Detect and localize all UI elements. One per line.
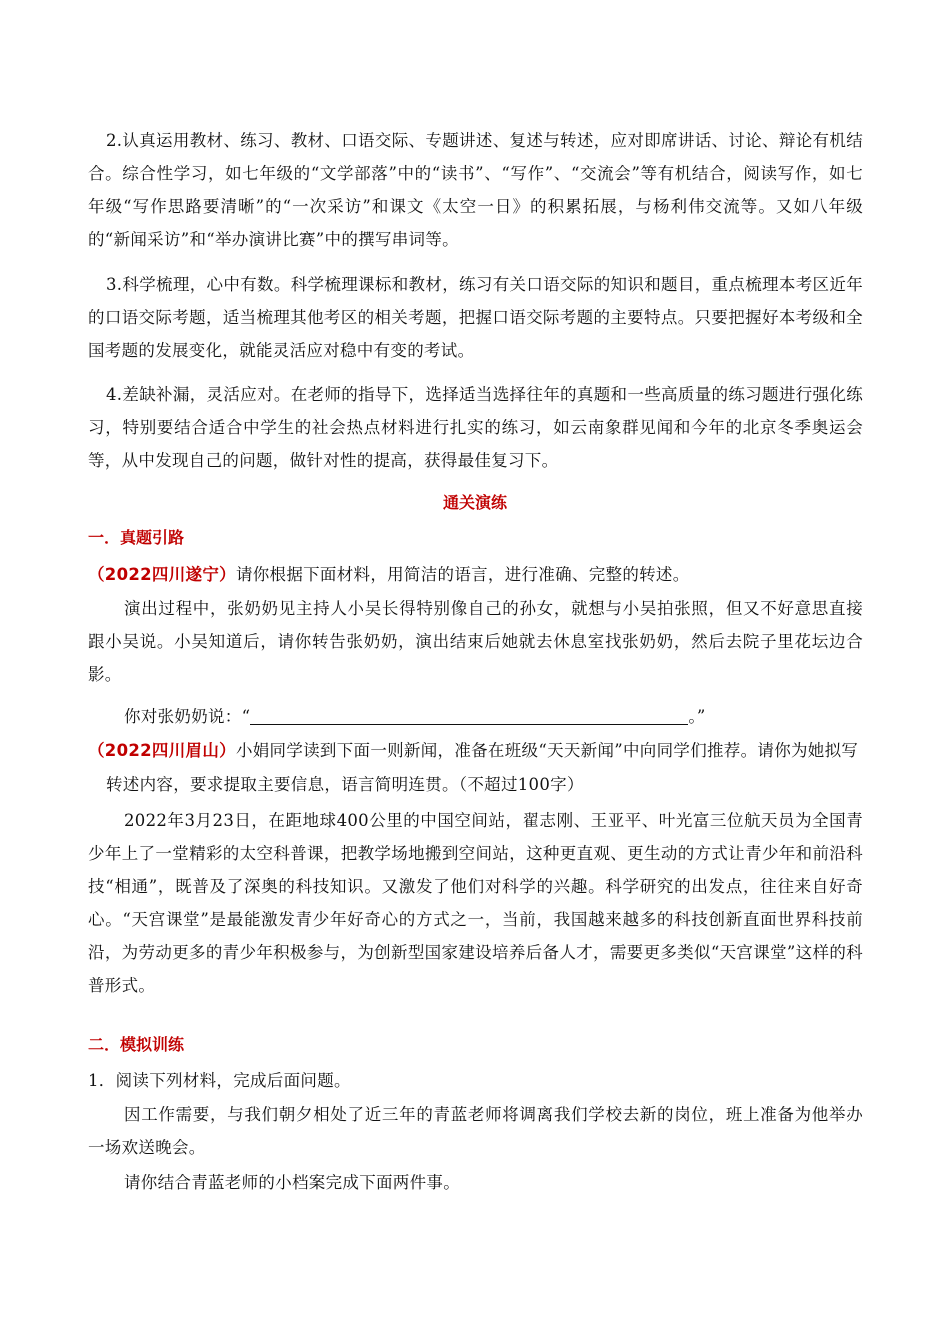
question-2-material: 2022年3月23日，在距地球400公里的中国空间站，翟志刚、王亚平、叶光富三位航天员为全国青少年上了一堂精彩的太空科普课，把教学场地搬到空间站，这种更直观、更生动的方式让青少年和前沿科技“相通”，既普及了深奥的科技知识。又激发了他们对科学的兴趣。科学研究的出发点，往往来自好奇心。“天宫课堂”是最能激发青少年好奇心的方式之一，当前，我国越来越多的科技创新直面世界科技前沿，为劳动更多的青少年积极参与，为创新型国家建设培养后备人才，需要更多类似“天宫课堂”这样的科普形式。 [88, 811, 863, 995]
part1-heading: 一．真题引路 [88, 528, 185, 547]
answer-prefix: 你对张奶奶说：“ [124, 707, 251, 726]
question-2 [88, 734, 863, 767]
question-2-prompt-line1: 小娟同学读到下面一则新闻，准备在班级“天天新闻”中向同学们推荐。请你为她拟写 [235, 741, 859, 760]
question-1-material: 演出过程中，张奶奶见主持人小吴长得特别像自己的孙女，就想与小吴拍张照，但又不好意思直接跟小吴说。小吴知道后，请你转告张奶奶，演出结束后她就去休息室找张奶奶，然后去院子里花坛边合影。 [88, 599, 863, 684]
answer-blank[interactable] [250, 706, 688, 725]
question-1-source: （2022四川遂宁） [88, 565, 236, 584]
paragraph-2: 2.认真运用教材、练习、教材、口语交际、专题讲述、复述与转述，应对即席讲话、讨论、辩论有机结合。综合性学习，如七年级的“文学部落”中的“读书”、“写作”、“交流会”等有机结合，阅读写作，如七年级“写作思路要清晰”的“一次采访”和课文《太空一日》的积累拓展，与杨利伟交流等。又如八年级的“新闻采访”和“举办演讲比赛”中的撰写串词等。 [88, 131, 863, 249]
question-2-prompt-line2: 转述内容，要求提取主要信息，语言简明连贯。（不超过100字） [106, 775, 584, 794]
question-1-answer-line [88, 700, 863, 733]
part2-question-1: 1．阅读下列材料，完成后面问题。 [88, 1071, 351, 1090]
part2-material-1: 因工作需要，与我们朝夕相处了近三年的青蓝老师将调离我们学校去新的岗位，班上准备为他举办一场欢送晚会。 [88, 1105, 863, 1157]
answer-suffix: 。” [688, 707, 706, 726]
question-1-prompt: 请你根据下面材料，用简洁的语言，进行准确、完整的转述。 [235, 565, 690, 584]
part2-material-2: 请你结合青蓝老师的小档案完成下面两件事。 [124, 1173, 460, 1192]
paragraph-4: 4.差缺补漏，灵活应对。在老师的指导下，选择适当选择往年的真题和一些高质量的练习题进行强化练习，特别要结合适合中学生的社会热点材料进行扎实的练习，如云南象群见闻和今年的北京冬季奥运会等，从中发现自己的问题，做针对性的提高，获得最佳复习下。 [88, 385, 863, 470]
question-1 [88, 558, 863, 591]
part2-heading: 二．模拟训练 [88, 1035, 185, 1054]
paragraph-3: 3.科学梳理，心中有数。科学梳理课标和教材，练习有关口语交际的知识和题目，重点梳理本考区近年的口语交际考题，适当梳理其他考区的相关考题，把握口语交际考题的主要特点。只要把握好本考级和全国考题的发展变化，就能灵活应对稳中有变的考试。 [88, 275, 863, 360]
section-title: 通关演练 [442, 493, 507, 512]
question-2-source: （2022四川眉山） [88, 741, 236, 760]
